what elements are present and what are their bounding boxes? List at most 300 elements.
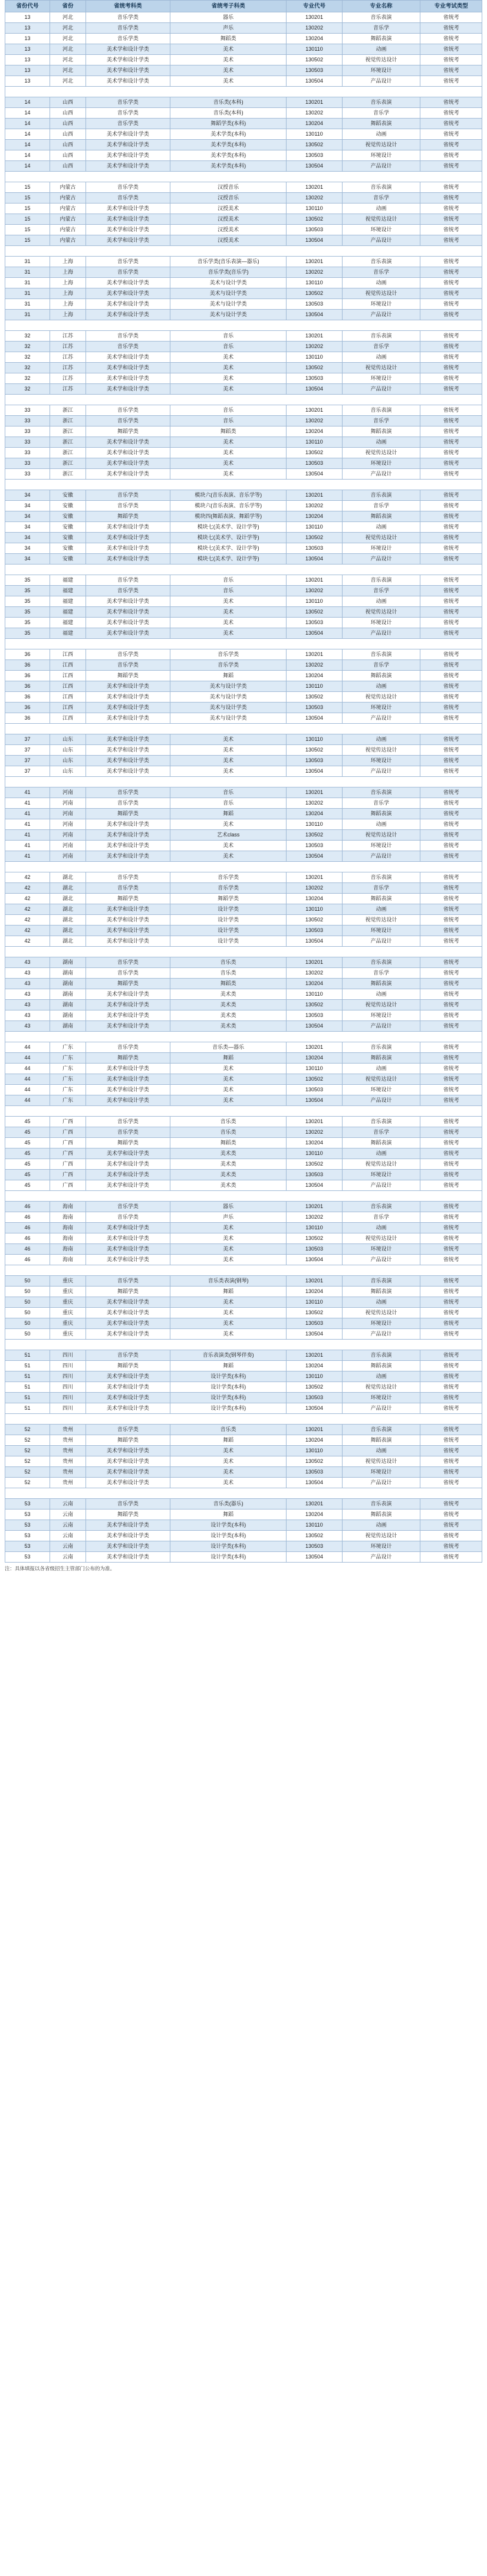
cell-exam-type: 省统考 — [420, 278, 482, 288]
cell-major-code: 130202 — [287, 416, 342, 426]
cell-province-code: 37 — [5, 756, 50, 766]
cell-province-code: 13 — [5, 65, 50, 76]
cell-province-code: 34 — [5, 511, 50, 522]
cell-major-code: 130503 — [287, 458, 342, 469]
table-row — [5, 1435, 482, 1446]
cell-province: 湖北 — [50, 883, 86, 894]
cell-exam-subcategory: 美术 — [170, 1255, 286, 1265]
cell-province: 重庆 — [50, 1297, 86, 1308]
cell-province-code: 50 — [5, 1276, 50, 1287]
group-spacer-cell — [5, 1488, 482, 1499]
table-row — [5, 1064, 482, 1074]
cell-major-code: 130502 — [287, 607, 342, 618]
cell-exam-type: 省统考 — [420, 756, 482, 766]
cell-major-name: 环境设计 — [342, 1541, 420, 1552]
cell-major-name: 视觉传达设计 — [342, 140, 420, 150]
cell-province-code: 32 — [5, 373, 50, 384]
cell-province-code: 13 — [5, 12, 50, 23]
cell-province: 贵州 — [50, 1425, 86, 1435]
cell-major-name: 环境设计 — [342, 1244, 420, 1255]
table-row — [5, 1000, 482, 1010]
cell-province-code: 13 — [5, 23, 50, 34]
cell-province-code: 43 — [5, 1000, 50, 1010]
cell-province: 湖南 — [50, 989, 86, 1000]
table-row — [5, 405, 482, 416]
cell-province: 山西 — [50, 108, 86, 119]
cell-province: 广西 — [50, 1127, 86, 1138]
cell-province: 内蒙古 — [50, 214, 86, 225]
cell-major-code: 130201 — [287, 1350, 342, 1361]
cell-exam-category: 美术学和设计学类 — [85, 1308, 170, 1318]
cell-exam-category: 美术学和设计学类 — [85, 1180, 170, 1191]
cell-exam-category: 美术学和设计学类 — [85, 1297, 170, 1308]
cell-exam-type: 省统考 — [420, 586, 482, 596]
table-row — [5, 787, 482, 798]
table-row — [5, 129, 482, 140]
cell-province-code: 42 — [5, 872, 50, 883]
cell-major-name: 环境设计 — [342, 458, 420, 469]
cell-exam-type: 省统考 — [420, 1244, 482, 1255]
group-spacer — [5, 1488, 482, 1499]
cell-major-name: 舞蹈表演 — [342, 1435, 420, 1446]
cell-major-code: 130201 — [287, 575, 342, 586]
cell-exam-subcategory: 美术 — [170, 469, 286, 480]
cell-province: 四川 — [50, 1361, 86, 1371]
cell-exam-type: 省统考 — [420, 373, 482, 384]
cell-major-code: 130204 — [287, 1053, 342, 1064]
cell-province-code: 52 — [5, 1467, 50, 1478]
cell-province-code: 46 — [5, 1233, 50, 1244]
cell-major-code: 130504 — [287, 1552, 342, 1563]
cell-province-code: 33 — [5, 469, 50, 480]
cell-exam-type: 省统考 — [420, 405, 482, 416]
cell-exam-subcategory: 汉授音乐 — [170, 193, 286, 204]
cell-exam-category: 美术学和设计学类 — [85, 1541, 170, 1552]
cell-province: 河南 — [50, 787, 86, 798]
cell-province-code: 31 — [5, 310, 50, 320]
cell-exam-subcategory: 美术 — [170, 607, 286, 618]
table-row — [5, 745, 482, 756]
cell-province-code: 36 — [5, 692, 50, 703]
cell-province-code: 50 — [5, 1297, 50, 1308]
cell-major-code: 130201 — [287, 12, 342, 23]
table-row — [5, 1509, 482, 1520]
cell-province-code: 31 — [5, 278, 50, 288]
cell-major-name: 音乐学 — [342, 586, 420, 596]
cell-exam-type: 省统考 — [420, 872, 482, 883]
cell-exam-category: 美术学和设计学类 — [85, 1446, 170, 1456]
cell-major-code: 130110 — [287, 1371, 342, 1382]
cell-province: 福建 — [50, 596, 86, 607]
cell-major-code: 130110 — [287, 1446, 342, 1456]
cell-province-code: 14 — [5, 129, 50, 140]
cell-exam-type: 省统考 — [420, 119, 482, 129]
group-spacer-cell — [5, 1265, 482, 1276]
cell-province: 安徽 — [50, 490, 86, 501]
cell-exam-subcategory: 美术类 — [170, 1000, 286, 1010]
cell-province: 江苏 — [50, 384, 86, 395]
cell-major-name: 产品设计 — [342, 235, 420, 246]
cell-major-code: 130204 — [287, 511, 342, 522]
group-spacer — [5, 480, 482, 490]
cell-province-code: 33 — [5, 458, 50, 469]
cell-province: 安徽 — [50, 554, 86, 565]
cell-exam-subcategory: 美术 — [170, 1233, 286, 1244]
cell-exam-subcategory: 美术 — [170, 44, 286, 55]
cell-province-code: 34 — [5, 522, 50, 533]
cell-major-code: 130503 — [287, 1244, 342, 1255]
cell-exam-category: 音乐学类 — [85, 182, 170, 193]
cell-exam-type: 省统考 — [420, 851, 482, 862]
cell-exam-type: 省统考 — [420, 809, 482, 819]
cell-exam-category: 音乐学类 — [85, 1202, 170, 1212]
table-row — [5, 533, 482, 543]
cell-exam-type: 省统考 — [420, 596, 482, 607]
cell-exam-type: 省统考 — [420, 628, 482, 639]
cell-major-name: 音乐表演 — [342, 97, 420, 108]
cell-exam-subcategory: 舞蹈 — [170, 1361, 286, 1371]
cell-province: 江西 — [50, 671, 86, 681]
cell-province-code: 13 — [5, 55, 50, 65]
cell-exam-type: 省统考 — [420, 904, 482, 915]
cell-major-code: 130504 — [287, 161, 342, 172]
cell-province: 四川 — [50, 1382, 86, 1393]
cell-province: 安徽 — [50, 501, 86, 511]
cell-exam-type: 省统考 — [420, 161, 482, 172]
cell-exam-type: 省统考 — [420, 129, 482, 140]
cell-exam-subcategory: 艺术class — [170, 830, 286, 841]
cell-major-name: 动画 — [342, 437, 420, 448]
cell-exam-type: 省统考 — [420, 1233, 482, 1244]
cell-province-code: 42 — [5, 936, 50, 947]
cell-exam-category: 美术学和设计学类 — [85, 1552, 170, 1563]
cell-major-code: 130504 — [287, 310, 342, 320]
cell-exam-subcategory: 美术 — [170, 437, 286, 448]
cell-exam-type: 省统考 — [420, 1010, 482, 1021]
cell-major-name: 舞蹈表演 — [342, 1509, 420, 1520]
cell-major-code: 130204 — [287, 426, 342, 437]
cell-exam-subcategory: 美术 — [170, 373, 286, 384]
cell-province: 湖北 — [50, 936, 86, 947]
cell-province: 河北 — [50, 44, 86, 55]
cell-exam-category: 舞蹈学类 — [85, 1138, 170, 1148]
cell-major-name: 音乐表演 — [342, 331, 420, 342]
table-row — [5, 384, 482, 395]
cell-exam-category: 美术学和设计学类 — [85, 1244, 170, 1255]
cell-province-code: 31 — [5, 288, 50, 299]
table-row — [5, 182, 482, 193]
cell-province-code: 35 — [5, 628, 50, 639]
cell-exam-type: 省统考 — [420, 1371, 482, 1382]
cell-exam-category: 音乐学类 — [85, 97, 170, 108]
cell-province: 广东 — [50, 1042, 86, 1053]
cell-exam-subcategory: 音乐 — [170, 331, 286, 342]
cell-exam-category: 舞蹈学类 — [85, 979, 170, 989]
col-exam-type: 专业考试类型 — [420, 1, 482, 12]
cell-province-code: 41 — [5, 830, 50, 841]
cell-major-code: 130110 — [287, 129, 342, 140]
cell-major-name: 环境设计 — [342, 841, 420, 851]
cell-exam-subcategory: 美术 — [170, 618, 286, 628]
cell-exam-subcategory: 汉授美术 — [170, 204, 286, 214]
cell-exam-category: 音乐学类 — [85, 586, 170, 596]
cell-exam-type: 省统考 — [420, 554, 482, 565]
cell-major-code: 130502 — [287, 1000, 342, 1010]
cell-exam-subcategory: 模块六(音乐表演、音乐学等) — [170, 501, 286, 511]
table-row — [5, 1276, 482, 1287]
cell-exam-category: 美术学和设计学类 — [85, 1159, 170, 1170]
cell-major-name: 环境设计 — [342, 926, 420, 936]
cell-major-name: 产品设计 — [342, 1329, 420, 1340]
cell-exam-category: 美术学和设计学类 — [85, 1021, 170, 1032]
cell-major-code: 130504 — [287, 936, 342, 947]
table-row — [5, 1456, 482, 1467]
cell-exam-category: 美术学和设计学类 — [85, 1318, 170, 1329]
cell-exam-subcategory: 美术 — [170, 1446, 286, 1456]
cell-province: 山西 — [50, 129, 86, 140]
table-row — [5, 1255, 482, 1265]
cell-major-name: 动画 — [342, 1297, 420, 1308]
cell-exam-subcategory: 美术 — [170, 1244, 286, 1255]
cell-major-code: 130502 — [287, 1382, 342, 1393]
table-row — [5, 926, 482, 936]
cell-exam-type: 省统考 — [420, 1212, 482, 1223]
cell-exam-subcategory: 美术类 — [170, 1021, 286, 1032]
cell-exam-subcategory: 音乐 — [170, 405, 286, 416]
cell-major-name: 产品设计 — [342, 936, 420, 947]
cell-exam-type: 省统考 — [420, 150, 482, 161]
cell-exam-category: 舞蹈学类 — [85, 426, 170, 437]
cell-exam-subcategory: 美术 — [170, 734, 286, 745]
cell-province: 福建 — [50, 575, 86, 586]
cell-major-code: 130503 — [287, 1170, 342, 1180]
cell-exam-category: 美术学和设计学类 — [85, 1064, 170, 1074]
cell-exam-type: 省统考 — [420, 819, 482, 830]
cell-major-code: 130202 — [287, 501, 342, 511]
cell-major-code: 130201 — [287, 405, 342, 416]
cell-exam-category: 美术学和设计学类 — [85, 1223, 170, 1233]
cell-province-code: 51 — [5, 1393, 50, 1403]
cell-exam-type: 省统考 — [420, 533, 482, 543]
cell-major-name: 音乐表演 — [342, 1276, 420, 1287]
cell-exam-type: 省统考 — [420, 23, 482, 34]
cell-exam-category: 美术学和设计学类 — [85, 1010, 170, 1021]
cell-major-code: 130503 — [287, 1010, 342, 1021]
cell-province-code: 43 — [5, 979, 50, 989]
cell-exam-type: 省统考 — [420, 1180, 482, 1191]
cell-exam-type: 省统考 — [420, 97, 482, 108]
cell-exam-subcategory: 舞蹈类 — [170, 426, 286, 437]
cell-exam-type: 省统考 — [420, 989, 482, 1000]
cell-exam-subcategory: 美术 — [170, 851, 286, 862]
cell-major-name: 舞蹈表演 — [342, 1053, 420, 1064]
cell-exam-type: 省统考 — [420, 1499, 482, 1509]
cell-province: 云南 — [50, 1499, 86, 1509]
table-row — [5, 1010, 482, 1021]
cell-exam-subcategory: 美术 — [170, 1318, 286, 1329]
cell-exam-category: 音乐学类 — [85, 1425, 170, 1435]
cell-exam-type: 省统考 — [420, 894, 482, 904]
cell-exam-type: 省统考 — [420, 448, 482, 458]
cell-exam-type: 省统考 — [420, 1531, 482, 1541]
table-row — [5, 798, 482, 809]
cell-exam-type: 省统考 — [420, 363, 482, 373]
cell-major-name: 音乐表演 — [342, 490, 420, 501]
cell-exam-subcategory: 美术 — [170, 1064, 286, 1074]
cell-major-name: 视觉传达设计 — [342, 1531, 420, 1541]
cell-exam-category: 音乐学类 — [85, 1350, 170, 1361]
cell-province: 内蒙古 — [50, 204, 86, 214]
col-province-code: 省份代号 — [5, 1, 50, 12]
cell-major-name: 视觉传达设计 — [342, 1456, 420, 1467]
cell-province: 河北 — [50, 34, 86, 44]
cell-exam-category: 美术学和设计学类 — [85, 1456, 170, 1467]
cell-exam-type: 省统考 — [420, 416, 482, 426]
cell-exam-subcategory: 美术 — [170, 1329, 286, 1340]
table-row — [5, 97, 482, 108]
cell-major-name: 环境设计 — [342, 1467, 420, 1478]
cell-major-code: 130110 — [287, 522, 342, 533]
cell-exam-category: 美术学和设计学类 — [85, 1371, 170, 1382]
cell-exam-subcategory: 舞蹈类 — [170, 1138, 286, 1148]
cell-exam-type: 省统考 — [420, 649, 482, 660]
cell-major-name: 音乐学 — [342, 798, 420, 809]
cell-province-code: 41 — [5, 841, 50, 851]
cell-province: 海南 — [50, 1212, 86, 1223]
cell-major-name: 产品设计 — [342, 713, 420, 724]
table-row — [5, 310, 482, 320]
cell-exam-category: 音乐学类 — [85, 957, 170, 968]
table-row — [5, 1042, 482, 1053]
table-row — [5, 734, 482, 745]
cell-province-code: 50 — [5, 1318, 50, 1329]
cell-exam-category: 美术学和设计学类 — [85, 310, 170, 320]
cell-province-code: 34 — [5, 533, 50, 543]
cell-major-code: 130502 — [287, 363, 342, 373]
cell-province-code: 35 — [5, 586, 50, 596]
cell-province-code: 53 — [5, 1552, 50, 1563]
cell-exam-subcategory: 声乐 — [170, 1212, 286, 1223]
cell-province: 重庆 — [50, 1287, 86, 1297]
cell-province-code: 37 — [5, 745, 50, 756]
cell-exam-subcategory: 模块四(舞蹈表演、舞蹈学等) — [170, 511, 286, 522]
cell-major-code: 130503 — [287, 65, 342, 76]
cell-province: 广东 — [50, 1085, 86, 1095]
cell-major-code: 130502 — [287, 1531, 342, 1541]
cell-major-name: 舞蹈表演 — [342, 979, 420, 989]
cell-major-name: 产品设计 — [342, 469, 420, 480]
table-row — [5, 1520, 482, 1531]
cell-exam-subcategory: 美术类 — [170, 1148, 286, 1159]
cell-exam-category: 美术学和设计学类 — [85, 278, 170, 288]
cell-exam-subcategory: 音乐学类(音乐学) — [170, 267, 286, 278]
cell-exam-category: 美术学和设计学类 — [85, 1329, 170, 1340]
table-row — [5, 511, 482, 522]
cell-province-code: 15 — [5, 182, 50, 193]
cell-exam-category: 音乐学类 — [85, 257, 170, 267]
cell-exam-type: 省统考 — [420, 575, 482, 586]
cell-province-code: 36 — [5, 681, 50, 692]
cell-major-name: 产品设计 — [342, 1552, 420, 1563]
cell-exam-category: 美术学和设计学类 — [85, 915, 170, 926]
cell-exam-subcategory: 美术与设计学类 — [170, 713, 286, 724]
cell-major-name: 环境设计 — [342, 1010, 420, 1021]
table-row — [5, 809, 482, 819]
cell-major-code: 130110 — [287, 1297, 342, 1308]
cell-exam-category: 美术学和设计学类 — [85, 1393, 170, 1403]
cell-major-code: 130202 — [287, 108, 342, 119]
cell-province-code: 35 — [5, 575, 50, 586]
table-row — [5, 235, 482, 246]
cell-exam-category: 美术学和设计学类 — [85, 225, 170, 235]
cell-exam-subcategory: 舞蹈学类(本科) — [170, 119, 286, 129]
cell-exam-type: 省统考 — [420, 681, 482, 692]
cell-exam-type: 省统考 — [420, 883, 482, 894]
table-row — [5, 596, 482, 607]
cell-exam-category: 美术学和设计学类 — [85, 936, 170, 947]
cell-province-code: 45 — [5, 1170, 50, 1180]
cell-exam-subcategory: 美术 — [170, 756, 286, 766]
table-row — [5, 1297, 482, 1308]
cell-province: 河南 — [50, 798, 86, 809]
cell-exam-category: 美术学和设计学类 — [85, 140, 170, 150]
cell-province-code: 37 — [5, 734, 50, 745]
cell-exam-type: 省统考 — [420, 618, 482, 628]
table-row — [5, 288, 482, 299]
cell-major-code: 130502 — [287, 915, 342, 926]
cell-major-code: 130110 — [287, 989, 342, 1000]
cell-province-code: 53 — [5, 1531, 50, 1541]
cell-exam-subcategory: 设计学类 — [170, 915, 286, 926]
cell-major-code: 130201 — [287, 1042, 342, 1053]
table-row — [5, 458, 482, 469]
cell-province-code: 41 — [5, 787, 50, 798]
cell-exam-type: 省统考 — [420, 1350, 482, 1361]
cell-exam-category: 美术学和设计学类 — [85, 1255, 170, 1265]
table-row — [5, 957, 482, 968]
cell-province: 广东 — [50, 1074, 86, 1085]
table-row — [5, 214, 482, 225]
cell-exam-category: 美术学和设计学类 — [85, 373, 170, 384]
cell-major-code: 130201 — [287, 1425, 342, 1435]
cell-major-code: 130202 — [287, 342, 342, 352]
group-spacer — [5, 639, 482, 649]
group-spacer-cell — [5, 565, 482, 575]
cell-province-code: 14 — [5, 161, 50, 172]
cell-major-name: 动画 — [342, 1148, 420, 1159]
cell-major-name: 环境设计 — [342, 1085, 420, 1095]
cell-province-code: 15 — [5, 204, 50, 214]
cell-exam-subcategory: 美术类 — [170, 1170, 286, 1180]
cell-major-code: 130201 — [287, 649, 342, 660]
cell-major-code: 130110 — [287, 437, 342, 448]
cell-exam-type: 省统考 — [420, 1117, 482, 1127]
cell-exam-category: 美术学和设计学类 — [85, 522, 170, 533]
cell-exam-type: 省统考 — [420, 204, 482, 214]
group-spacer — [5, 1414, 482, 1425]
cell-province: 广西 — [50, 1180, 86, 1191]
cell-exam-category: 舞蹈学类 — [85, 894, 170, 904]
cell-exam-subcategory: 音乐 — [170, 586, 286, 596]
cell-exam-type: 省统考 — [420, 501, 482, 511]
cell-exam-type: 省统考 — [420, 692, 482, 703]
cell-major-code: 130502 — [287, 55, 342, 65]
cell-province: 湖南 — [50, 957, 86, 968]
cell-major-name: 舞蹈表演 — [342, 671, 420, 681]
cell-exam-subcategory: 模块七(美术学、设计学等) — [170, 522, 286, 533]
table-row — [5, 257, 482, 267]
cell-major-name: 产品设计 — [342, 1255, 420, 1265]
